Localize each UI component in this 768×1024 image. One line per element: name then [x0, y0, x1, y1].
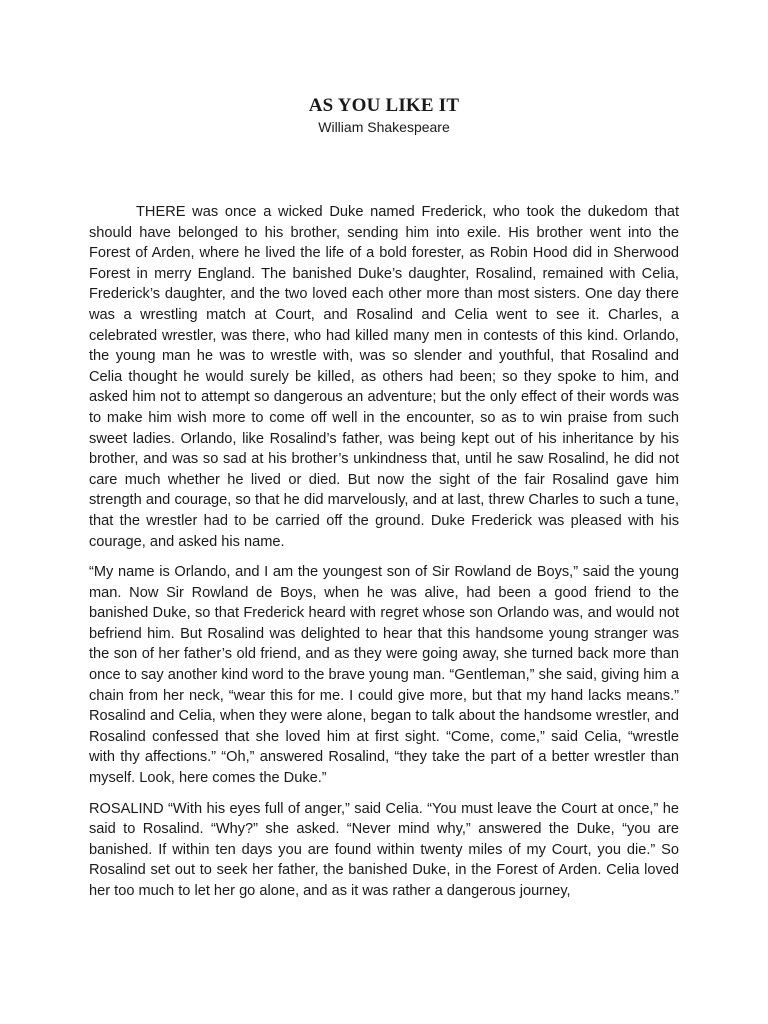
- document-author: William Shakespeare: [318, 119, 450, 135]
- paragraph-2: “My name is Orlando, and I am the youngest son of Sir Rowland de Boys,” said the young man. Now Sir Rowland de Boys, when he was alive, had been a good friend to the banished Duke, so that Frederick heard with regret whose son Orlando was, and would not befriend him. But Rosalind was delighted to hear that this handsome young stranger was the son of her father’s old friend, and as they were going away, she turned back more than once to say another kind word to the brave young man. “Gentleman,” she said, giving him a chain from her neck, “wear this for me. I could give more, but that my hand lacks means.” Rosalind and Celia, when they were alone, began to talk about the handsome wrestler, and Rosalind confessed that she loved him at first sight. “Come, come,” said Celia, “wrestle with thy affections.” “Oh,” answered Rosalind, “they take the part of a better wrestler than myself. Look, here comes the Duke.”: [89, 564, 679, 787]
- paragraph-1: THERE was once a wicked Duke named Frederick, who took the dukedom that should have belonged to his brother, sending him into exile. His brother went into the Forest of Arden, where he lived the life of a bold forester, as Robin Hood did in Sherwood Forest in merry England. The banished Duke’s daughter, Rosalind, remained with Celia, Frederick’s daughter, and the two loved each other more than most sisters. One day there was a wrestling match at Court, and Rosalind and Celia went to see it. Charles, a celebrated wrestler, was there, who had killed many men in contests of this kind. Orlando, the young man he was to wrestle with, was so slender and youthful, that Rosalind and Celia thought he would surely be killed, as others had been; so they spoke to him, and asked him not to attempt so dangerous an adventure; but the only effect of their words was to make him wish more to come off well in the encounter, so as to win praise from such sweet ladies. Orlando, like Rosalind’s father, was being kept out of his inheritance by his brother, and was so sad at his brother’s unkindness that, until he saw Rosalind, he did not care much whether he lived or died. But now the sight of the fair Rosalind gave him strength and courage, so that he did marvelously, and at last, threw Charles to such a tune, that the wrestler had to be carried off the ground. Duke Frederick was pleased with his courage, and asked his name.: [89, 204, 679, 550]
- document-title: AS YOU LIKE IT: [308, 95, 460, 116]
- document-body: [89, 202, 679, 912]
- paragraph-3: ROSALIND “With his eyes full of anger,” said Celia. “You must leave the Court at once,” he said to Rosalind. “Why?” she asked. “Never mind why,” answered the Duke, “you are banished. If within ten days you are found within twenty miles of my Court, you die.” So Rosalind set out to seek her father, the banished Duke, in the Forest of Arden. Celia loved her too much to let her go alone, and as it was rather a dangerous journey,: [89, 800, 679, 899]
